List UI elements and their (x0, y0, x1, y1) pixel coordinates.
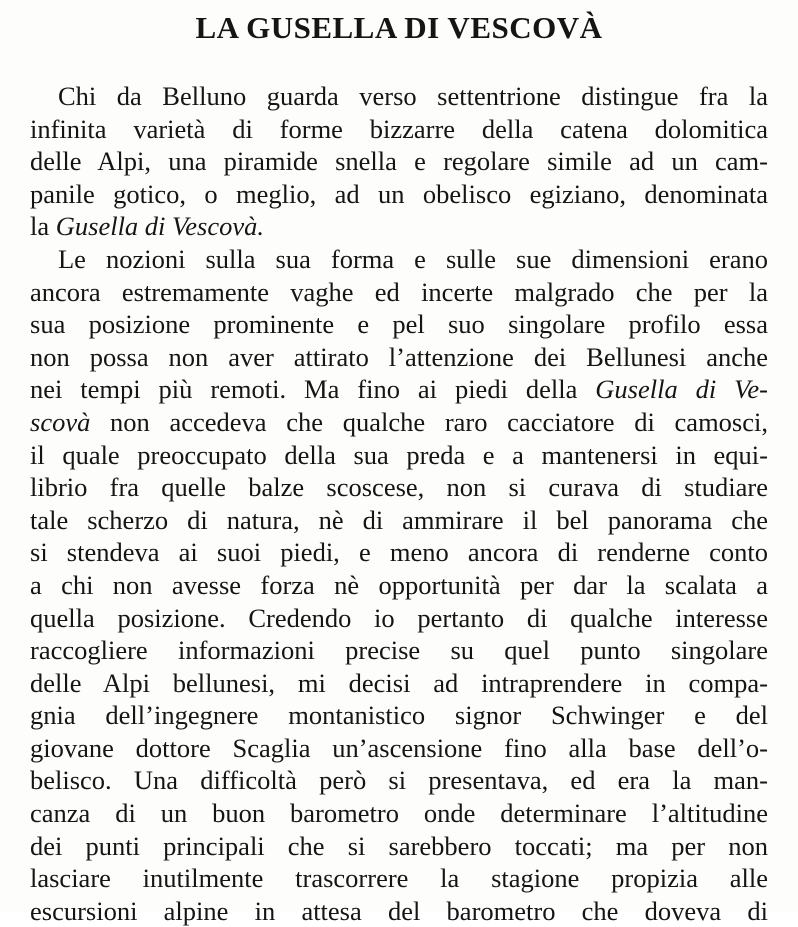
text-segment: belisco. Una difficoltà però si presentava, ed era la man- (30, 765, 768, 796)
text-line (30, 373, 768, 406)
italic-text: scovà (30, 406, 91, 437)
text-segment: lasciare inutilmente trascorrere la stagione propizia alle (30, 863, 768, 894)
text-line (30, 80, 768, 113)
text-segment: Le nozioni sulla sua forma e sulle sue dimensioni erano (58, 243, 768, 274)
text-segment: si stendeva ai suoi piedi, e meno ancora di renderne conto (30, 537, 768, 568)
text-line (30, 667, 768, 700)
text-segment: la (30, 211, 56, 242)
text-line (30, 145, 768, 178)
text-line (30, 406, 768, 439)
text-segment: non accedeva che qualche raro cacciatore di camosci, (90, 406, 768, 437)
text-line (30, 764, 768, 797)
text-segment: ancora estremamente vaghe ed incerte malgrado che per la (30, 276, 768, 307)
text-segment: escursioni alpine in attesa del barometro che doveva di (30, 895, 768, 926)
text-segment: panile gotico, o meglio, ad un obelisco egiziano, denominata (30, 178, 768, 209)
text-segment: a chi non avesse forza nè opportunità per dar la scalata a (30, 569, 768, 600)
text-segment: non possa non aver attirato l’attenzione dei Bellunesi anche (30, 341, 768, 372)
text-line (30, 276, 768, 309)
text-segment: delle Alpi, una piramide snella e regolare simile ad un cam- (30, 146, 768, 177)
text-line (30, 243, 768, 276)
text-segment: delle Alpi bellunesi, mi decisi ad intraprendere in compa- (30, 667, 768, 698)
page-title: LA GUSELLA DI VESCOVÀ (195, 10, 603, 45)
italic-text: Gusella di Ve- (595, 374, 768, 405)
text-segment: Chi da Belluno guarda verso settentrione distingue fra la (58, 81, 768, 111)
text-line (30, 210, 768, 243)
text-segment: giovane dottore Scaglia un’ascensione fino alla base dell’o- (30, 732, 768, 763)
text-segment: il quale preoccupato della sua preda e a mantenersi in equi- (30, 439, 768, 470)
text-line (30, 797, 768, 830)
text-line (30, 830, 768, 863)
text-segment: nei tempi più remoti. Ma fino ai piedi della (30, 374, 596, 405)
text-line (30, 471, 768, 504)
text-line (30, 634, 768, 667)
text-line (30, 699, 768, 732)
text-line (30, 732, 768, 765)
text-line (30, 178, 768, 211)
text-line (30, 602, 768, 635)
text-line (30, 536, 768, 569)
text-segment: tale scherzo di natura, nè di ammirare il bel panorama che (30, 504, 768, 535)
text-segment: infinita varietà di forme bizzarre della catena dolomitica (30, 113, 768, 144)
text-line (30, 504, 768, 537)
body-text (30, 80, 768, 927)
text-segment: dei punti principali che si sarebbero toccati; ma per non (30, 830, 768, 861)
text-segment: quella posizione. Credendo io pertanto di qualche interesse (30, 602, 768, 633)
text-line (30, 569, 768, 602)
text-segment: canza di un buon barometro onde determinare l’altitudine (30, 798, 768, 829)
text-segment: sua posizione prominente e pel suo singolare profilo essa (30, 309, 768, 340)
text-segment: librio fra quelle balze scoscese, non si curava di studiare (30, 472, 768, 503)
text-line (30, 113, 768, 146)
text-segment: gnia dell’ingegnere montanistico signor Schwinger e del (30, 700, 768, 731)
text-line (30, 308, 768, 341)
text-line (30, 862, 768, 895)
text-line (30, 341, 768, 374)
text-line (30, 439, 768, 472)
italic-text: Gusella di Vescovà. (55, 211, 265, 242)
text-segment: raccogliere informazioni precise su quel punto singolare (30, 635, 768, 666)
